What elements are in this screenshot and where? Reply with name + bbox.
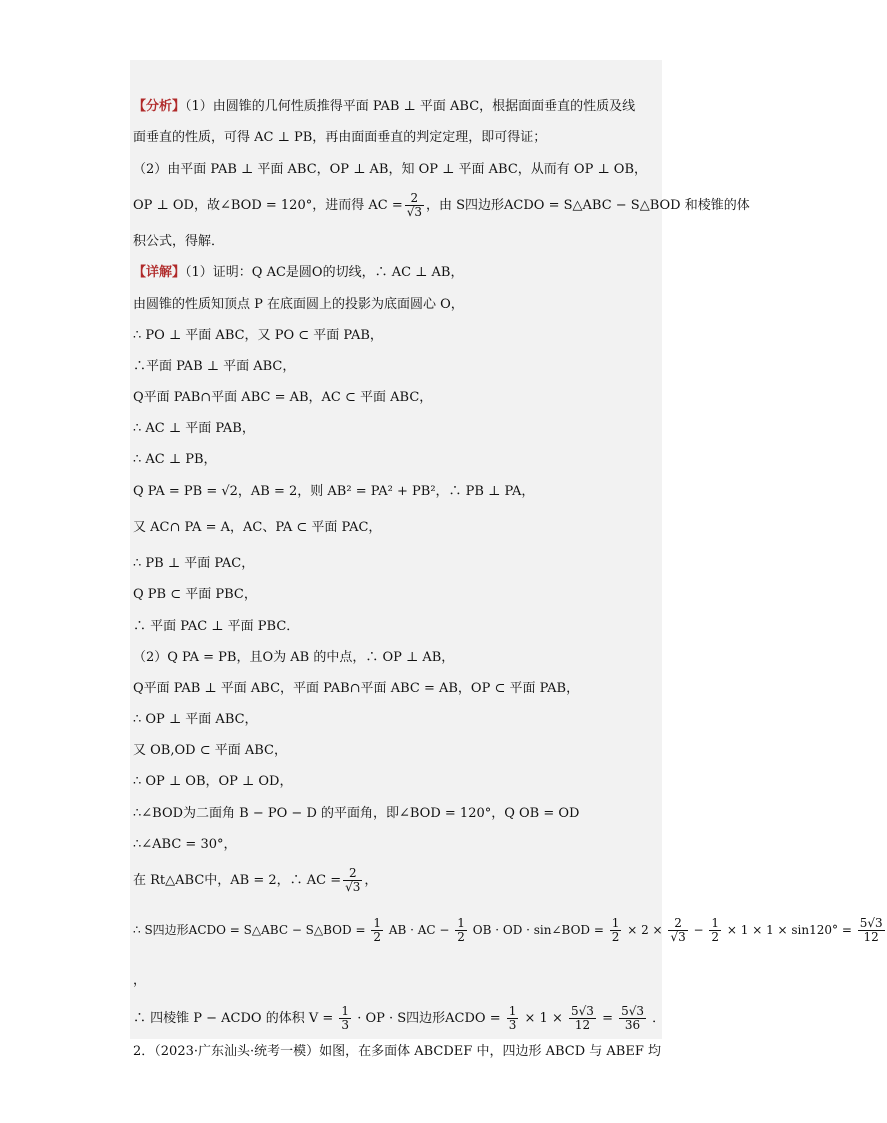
fraction: $\frac{5√3}{12}$ bbox=[859, 916, 883, 944]
analysis-label: 【分析】 bbox=[133, 99, 186, 114]
detail-line-23: ∴ 四棱锥 P − ACDO 的体积 V = $\frac{1}{3}$ · OP · S四边形ACDO = $\frac{1}{3}$ × 1 × $\frac{5√3}{12}$ = $\frac{5√3}{36}$ ． bbox=[133, 1004, 666, 1032]
fraction: $\frac{2}{√3}$ bbox=[406, 191, 422, 219]
detail-line-20: 在 Rt△ABC中，AB = 2，∴ AC = $\frac{2}{√3}$ ， bbox=[133, 866, 378, 894]
detail-line-14: Q平面 PAB ⊥ 平面 ABC，平面 PAB∩平面 ABC = AB，OP ⊂ 平面 PAB， bbox=[133, 681, 580, 696]
fraction: $\frac{2}{√3}$ bbox=[345, 866, 361, 894]
next-problem-text: 2．（2023·广东汕头·统考一模）如图，在多面体 ABCDEF 中，四边形 ABCD 与 ABEF 均 bbox=[133, 1044, 661, 1059]
detail-line-5: Q平面 PAB∩平面 ABC = AB，AC ⊂ 平面 ABC， bbox=[133, 390, 433, 405]
fraction: $\frac{1}{3}$ bbox=[508, 1004, 517, 1032]
detail-line-11: Q PB ⊂ 平面 PBC， bbox=[133, 587, 257, 602]
detail-line-21: ∴ S四边形ACDO = S△ABC − S△BOD = $\frac{1}{2}$ AB · AC − $\frac{1}{2}$ OB · OD · sin∠BOD = $\frac{1}{2}$ × 2 × $\frac{2}{√3}$ − $\frac{1}{2}$ × 1 × 1 × sin120° = $\frac{5√3}{12}$ bbox=[133, 916, 883, 944]
detail-line-19: ∴∠ABC = 30°， bbox=[133, 837, 237, 852]
detail-line-3: ∴ PO ⊥ 平面 ABC，又 PO ⊂ 平面 PAB， bbox=[133, 328, 383, 343]
detail-line-2: 由圆锥的性质知顶点 P 在底面圆上的投影为底面圆心 O， bbox=[133, 297, 464, 312]
fraction: $\frac{1}{2}$ bbox=[457, 916, 465, 944]
fraction: $\frac{1}{2}$ bbox=[711, 916, 720, 944]
fraction: $\frac{5√3}{12}$ bbox=[571, 1004, 594, 1032]
detail-line-1: 【详解】（1）证明：Q AC是圆O的切线，∴ AC ⊥ AB， bbox=[133, 265, 464, 280]
detail-line-22: ， bbox=[133, 973, 147, 988]
analysis-line-5: 积公式，得解． bbox=[133, 234, 225, 249]
fraction: $\frac{1}{2}$ bbox=[373, 916, 381, 944]
detail-label: 【详解】 bbox=[133, 265, 186, 280]
analysis-line-1: 【分析】（1）由圆锥的几何性质推得平面 PAB ⊥ 平面 ABC，根据面面垂直的性质及线 bbox=[133, 99, 636, 114]
detail-line-18: ∴∠BOD为二面角 B − PO − D 的平面角，即∠BOD = 120°，Q OB = OD bbox=[133, 806, 580, 821]
fraction: $\frac{1}{3}$ bbox=[341, 1004, 350, 1032]
fraction: $\frac{5√3}{36}$ bbox=[621, 1004, 645, 1032]
detail-line-13: （2）Q PA = PB，且O为 AB 的中点，∴ OP ⊥ AB， bbox=[133, 650, 455, 665]
fraction: $\frac{1}{2}$ bbox=[611, 916, 620, 944]
detail-line-10: ∴ PB ⊥ 平面 PAC， bbox=[133, 556, 255, 571]
detail-line-8: Q PA = PB = √2，AB = 2，则 AB² = PA² + PB²，∴ PB ⊥ PA， bbox=[133, 484, 535, 499]
detail-line-16: 又 OB,OD ⊂ 平面 ABC， bbox=[133, 743, 287, 758]
detail-line-15: ∴ OP ⊥ 平面 ABC， bbox=[133, 712, 258, 727]
detail-line-7: ∴ AC ⊥ PB， bbox=[133, 452, 217, 467]
fraction: $\frac{2}{√3}$ bbox=[670, 916, 686, 944]
detail-line-12: ∴ 平面 PAC ⊥ 平面 PBC． bbox=[133, 619, 300, 634]
detail-line-6: ∴ AC ⊥ 平面 PAB， bbox=[133, 421, 255, 436]
detail-line-4: ∴平面 PAB ⊥ 平面 ABC， bbox=[133, 359, 296, 374]
analysis-line-3: （2）由平面 PAB ⊥ 平面 ABC，OP ⊥ AB，知 OP ⊥ 平面 ABC，从而有 OP ⊥ OB， bbox=[133, 162, 648, 177]
detail-line-9: 又 AC∩ PA = A，AC、PA ⊂ 平面 PAC， bbox=[133, 520, 382, 535]
analysis-line-2: 面垂直的性质，可得 AC ⊥ PB，再由面面垂直的判定定理，即可得证； bbox=[133, 130, 547, 145]
detail-line-17: ∴ OP ⊥ OB，OP ⊥ OD， bbox=[133, 774, 293, 789]
analysis-line-4: OP ⊥ OD，故∠BOD = 120°，进而得 AC = $\frac{2}{√3}$ ，由 S四边形ACDO = S△ABC − S△BOD 和棱锥的体 bbox=[133, 191, 750, 219]
